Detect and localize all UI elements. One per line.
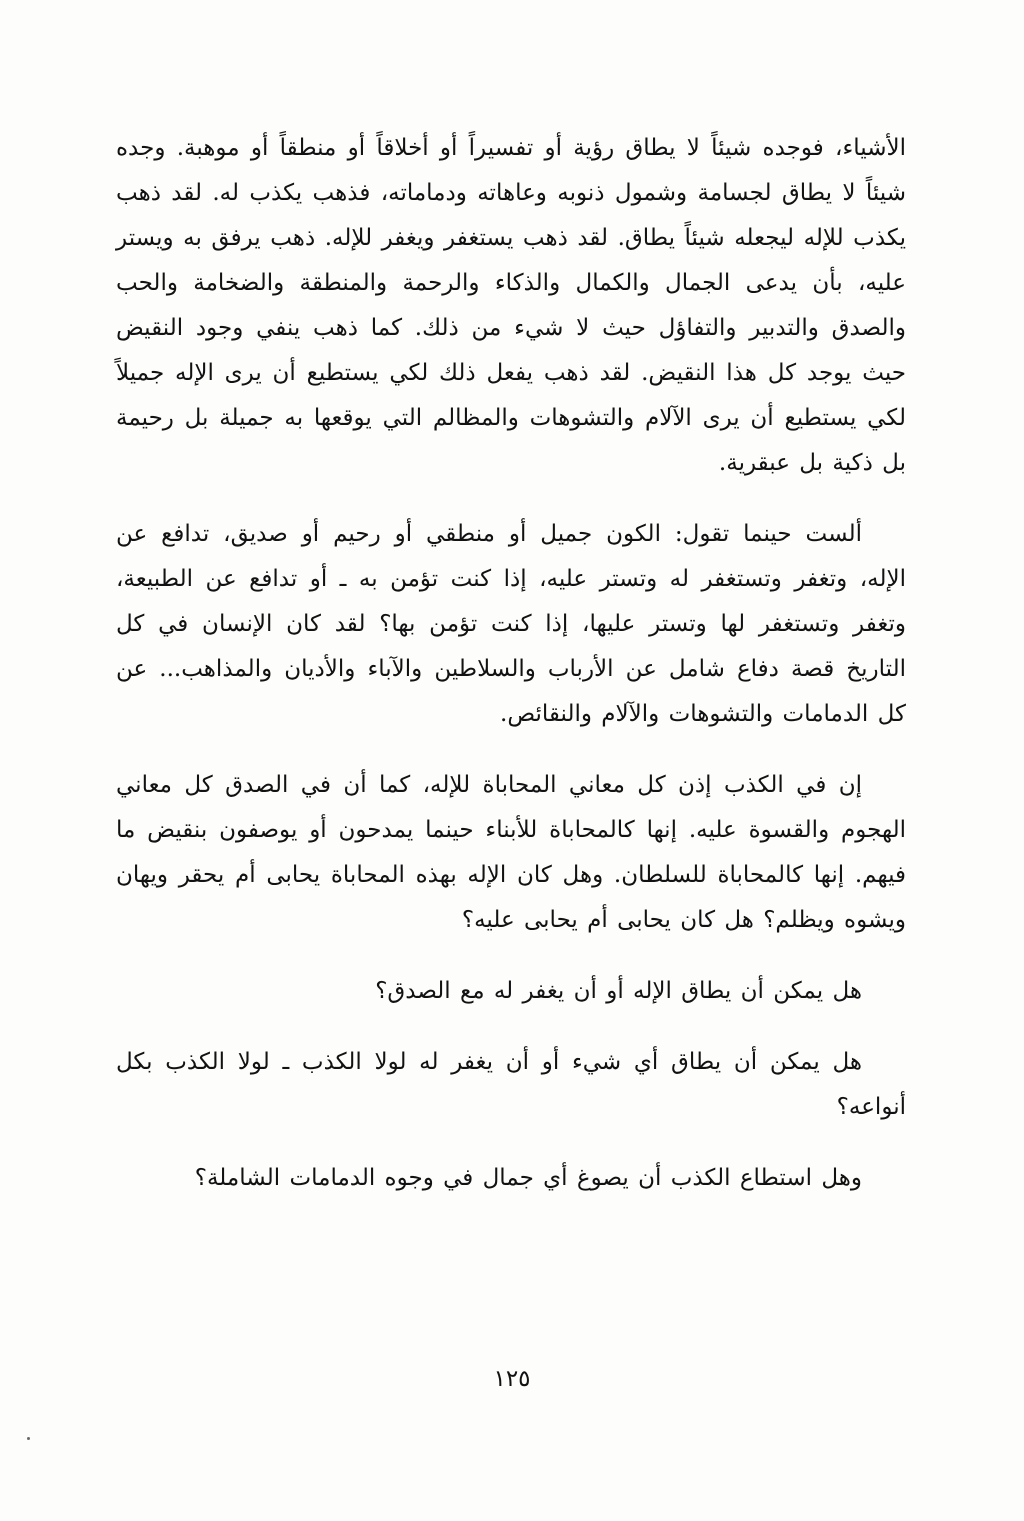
page-text-block — [116, 126, 906, 1227]
paragraph: ألست حينما تقول: الكون جميل أو منطقي أو رحيم أو صديق، تدافع عن الإله، وتغفر وتستغفر له وتستر عليه، إذا كنت تؤمن به ـ أو تدافع عن الطبيعة، وتغفر وتستغفر لها وتستر عليها، إذا كنت تؤمن بها؟ لقد كان الإنسان في كل التاريخ قصة دفاع شامل عن الأرباب والسلاطين والآباء والأديان والمذاهب... عن كل الدمامات والتشوهات والآلام والنقائص. — [116, 521, 906, 727]
page-number: ١٢٥ — [493, 1366, 531, 1392]
paragraph: هل يمكن أن يطاق الإله أو أن يغفر له مع الصدق؟ — [375, 978, 862, 1004]
paragraph: إن في الكذب إذن كل معاني المحاباة للإله، كما أن في الصدق كل معاني الهجوم والقسوة عليه. إنها كالمحاباة للأبناء حينما يمدحون أو يوصفون بنقيض ما فيهم. إنها كالمحاباة للسلطان. وهل كان الإله بهذه المحاباة يحابى أم يحقر ويهان ويشوه ويظلم؟ هل كان يحابى أم يحابى عليه؟ — [116, 772, 906, 933]
scan-artifact-dot — [27, 1437, 30, 1440]
paragraph: هل يمكن أن يطاق أي شيء أو أن يغفر له لولا الكذب ـ لولا الكذب بكل أنواعه؟ — [116, 1049, 906, 1120]
paragraph: وهل استطاع الكذب أن يصوغ أي جمال في وجوه الدمامات الشاملة؟ — [194, 1165, 862, 1191]
paragraph: الأشياء، فوجده شيئاً لا يطاق رؤية أو تفسيراً أو أخلاقاً أو منطقاً أو موهبة. وجده شيئاً لا يطاق لجسامة وشمول ذنوبه وعاهاته ودماماته، فذهب يكذب له. لقد ذهب يكذب للإله ليجعله شيئاً يطاق. لقد ذهب يستغفر ويغفر للإله. ذهب يرفق به ويستر عليه، بأن يدعى الجمال والكمال والذكاء والرحمة والمنطقة والضخامة والحب والصدق والتدبير والتفاؤل حيث لا شيء من ذلك. كما ذهب ينفي وجود النقيض حيث يوجد كل هذا النقيض. لقد ذهب يفعل ذلك لكي يستطيع أن يرى الإله جميلاً لكي يستطيع أن يرى الآلام والتشوهات والمظالم التي يوقعها به جميلة بل رحيمة بل ذكية بل عبقرية. — [116, 135, 906, 476]
